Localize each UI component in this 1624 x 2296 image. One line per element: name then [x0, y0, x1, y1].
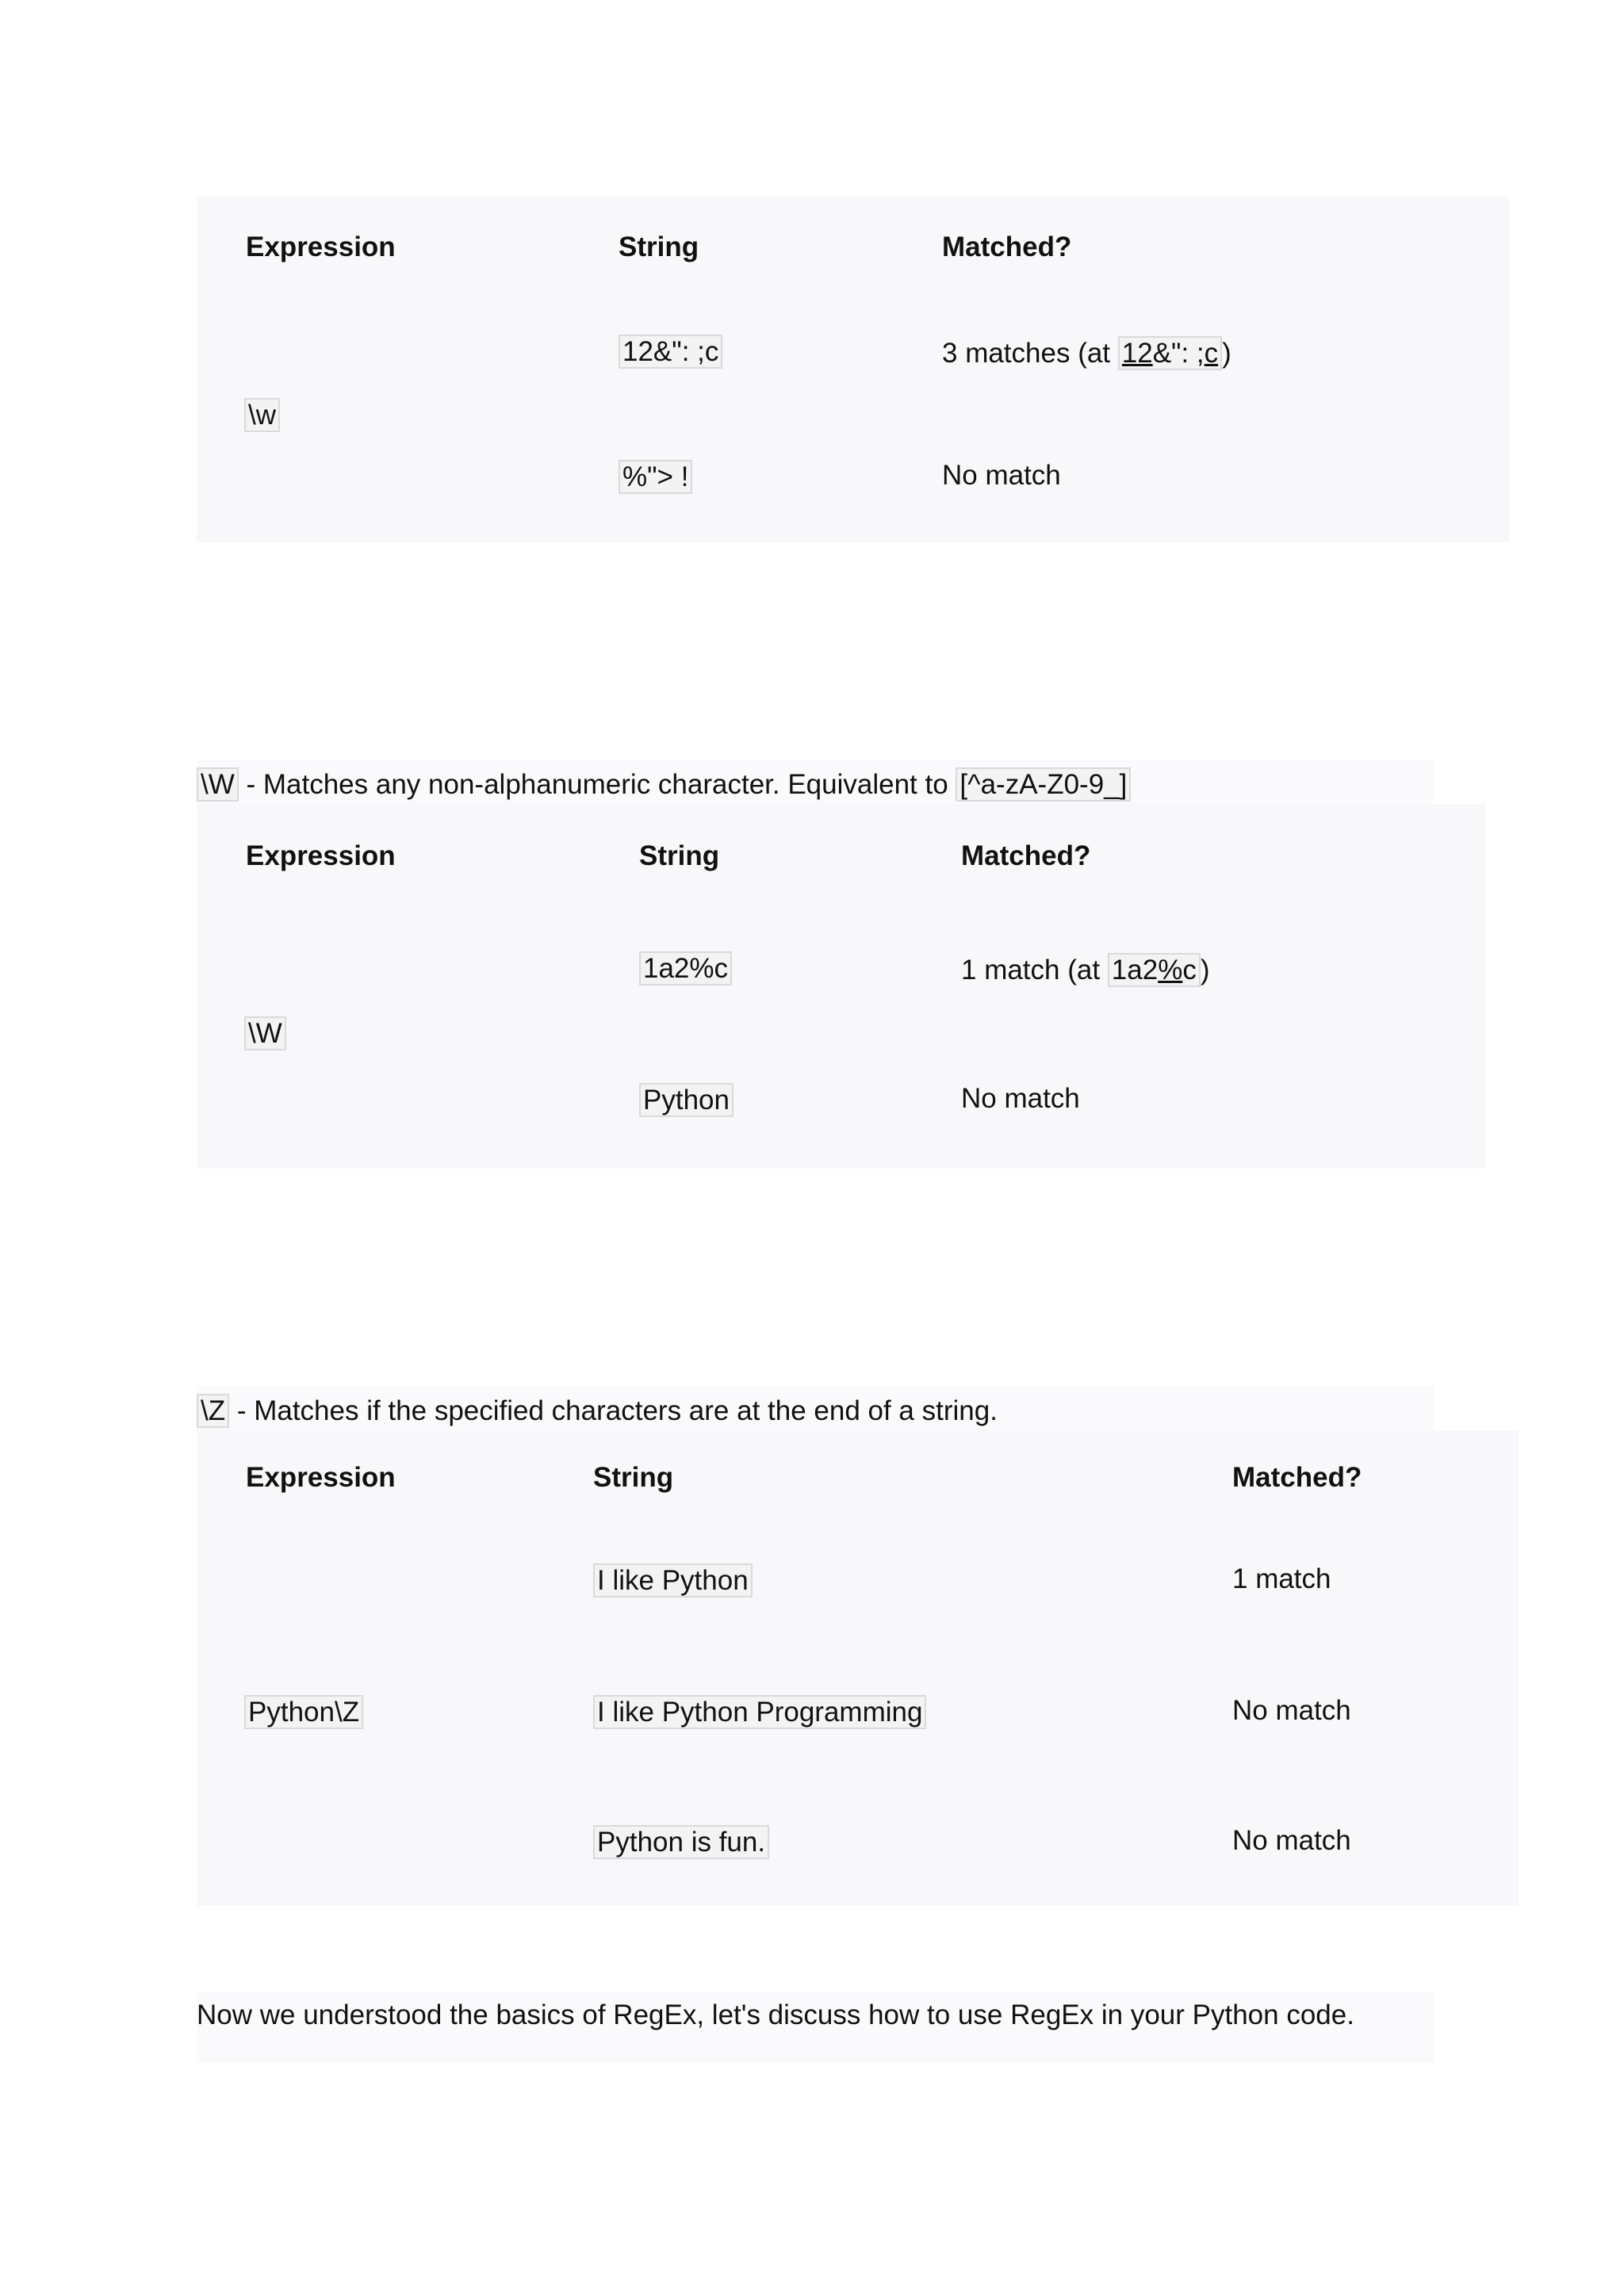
closing-paragraph: Now we understood the basics of RegEx, let's discuss how to use RegEx in your Python code. — [197, 1999, 1354, 2030]
matched-chars: % — [1158, 955, 1183, 985]
match-result — [961, 953, 1209, 987]
match-result-prefix: 1 match (at — [961, 955, 1108, 985]
table-2 — [197, 804, 1485, 1169]
closing-line — [197, 1992, 1434, 2063]
match-result: No match — [961, 1083, 1080, 1114]
match-result — [942, 336, 1231, 370]
match-result-suffix: ) — [1200, 955, 1210, 985]
intro-code: \Z — [197, 1394, 229, 1428]
match-result-suffix: ) — [1222, 338, 1231, 369]
expression-code: \w — [244, 398, 280, 432]
header-expression: Expression — [246, 1462, 396, 1493]
match-result: No match — [1232, 1695, 1351, 1726]
match-result: No match — [942, 460, 1061, 491]
matched-chars: c — [1204, 338, 1219, 369]
table-1 — [197, 197, 1509, 542]
intro-text: - Matches any non-alphanumeric character. Equivalent to — [238, 769, 956, 800]
string-code: 12&": ;c — [619, 335, 722, 369]
string-code: Python is fun. — [593, 1825, 769, 1859]
matched-chars: 12 — [1121, 338, 1153, 369]
header-string: String — [619, 232, 699, 262]
header-matched: Matched? — [942, 232, 1072, 262]
header-expression: Expression — [246, 232, 396, 262]
match-result-code — [1108, 953, 1201, 987]
intro-paragraph — [197, 767, 1131, 802]
string-code: Python — [639, 1083, 733, 1117]
header-string: String — [593, 1462, 674, 1493]
string-code: 1a2%c — [639, 951, 732, 985]
header-matched: Matched? — [1232, 1462, 1362, 1493]
expression-code: Python\Z — [244, 1695, 363, 1729]
intro-code: \W — [197, 767, 239, 802]
match-result: No match — [1232, 1825, 1351, 1856]
match-result: 1 match — [1232, 1563, 1331, 1594]
match-result-code — [1118, 336, 1222, 370]
intro-line-2 — [197, 760, 1434, 804]
header-matched: Matched? — [961, 840, 1091, 871]
unmatched-chars: 1a2 — [1111, 955, 1159, 985]
intro-paragraph — [197, 1394, 998, 1428]
intro-code: [^a-zA-Z0-9_] — [956, 767, 1131, 802]
string-code: I like Python Programming — [593, 1695, 926, 1729]
table-3 — [197, 1430, 1519, 1906]
header-string: String — [639, 840, 720, 871]
match-result-prefix: 3 matches (at — [942, 338, 1118, 369]
string-code: I like Python — [593, 1563, 753, 1598]
intro-text: - Matches if the specified characters are at the end of a string. — [229, 1395, 998, 1426]
unmatched-chars: &": ; — [1152, 338, 1205, 369]
intro-line-3 — [197, 1386, 1434, 1430]
expression-code: \W — [244, 1016, 286, 1050]
unmatched-chars: c — [1182, 955, 1197, 985]
string-code: %"> ! — [619, 460, 692, 494]
header-expression: Expression — [246, 840, 396, 871]
